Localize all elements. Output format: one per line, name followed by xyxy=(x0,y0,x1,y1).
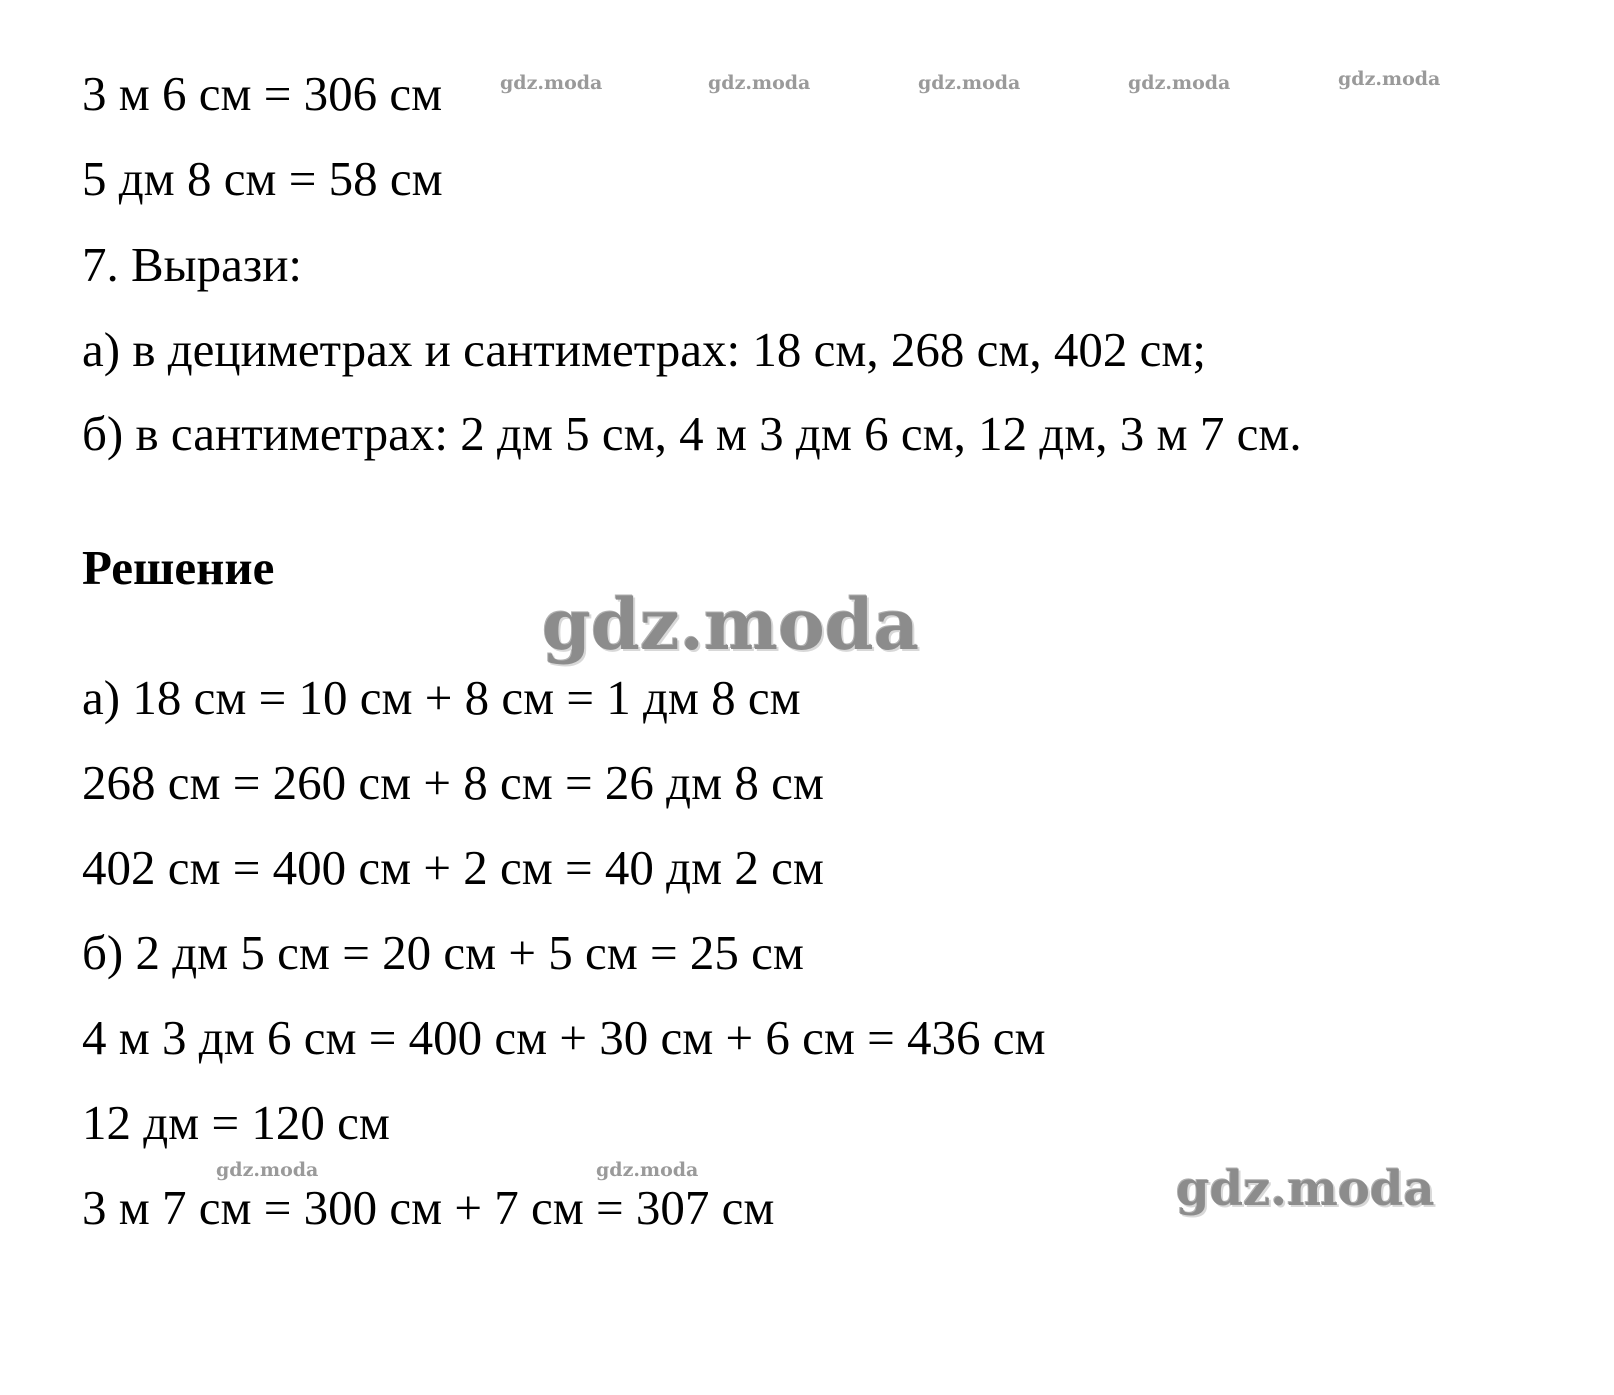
task-line-1: 3 м 6 см = 306 см xyxy=(82,66,443,121)
solution-line-2: 268 см = 260 см + 8 см = 26 дм 8 см xyxy=(82,755,824,810)
watermark-small: gdz.moda xyxy=(1338,68,1441,90)
task-line-5: б) в сантиметрах: 2 дм 5 см, 4 м 3 дм 6 см, 12 дм, 3 м 7 см. xyxy=(82,406,1302,461)
solution-line-6: 12 дм = 120 см xyxy=(82,1095,390,1150)
solution-line-7: 3 м 7 см = 300 см + 7 см = 307 см xyxy=(82,1180,775,1235)
solution-line-1: а) 18 см = 10 см + 8 см = 1 дм 8 см xyxy=(82,670,801,725)
solution-line-5: 4 м 3 дм 6 см = 400 см + 30 см + 6 см = 436 см xyxy=(82,1010,1046,1065)
watermark-small: gdz.moda xyxy=(596,1159,699,1181)
solution-line-4: б) 2 дм 5 см = 20 см + 5 см = 25 см xyxy=(82,925,804,980)
solution-heading: Решение xyxy=(82,540,275,595)
watermark-small: gdz.moda xyxy=(918,72,1021,94)
watermark-small: gdz.moda xyxy=(500,72,603,94)
watermark-large: gdz.moda xyxy=(1176,1161,1435,1217)
task-line-4: а) в дециметрах и сантиметрах: 18 см, 268 см, 402 см; xyxy=(82,322,1207,377)
watermark-small: gdz.moda xyxy=(708,72,811,94)
solution-line-3: 402 см = 400 см + 2 см = 40 дм 2 см xyxy=(82,840,824,895)
task-line-3: 7. Вырази: xyxy=(82,237,303,292)
watermark-large: gdz.moda xyxy=(542,583,920,666)
watermark-small: gdz.moda xyxy=(1128,72,1231,94)
task-line-2: 5 дм 8 см = 58 см xyxy=(82,151,443,206)
watermark-small: gdz.moda xyxy=(216,1159,319,1181)
